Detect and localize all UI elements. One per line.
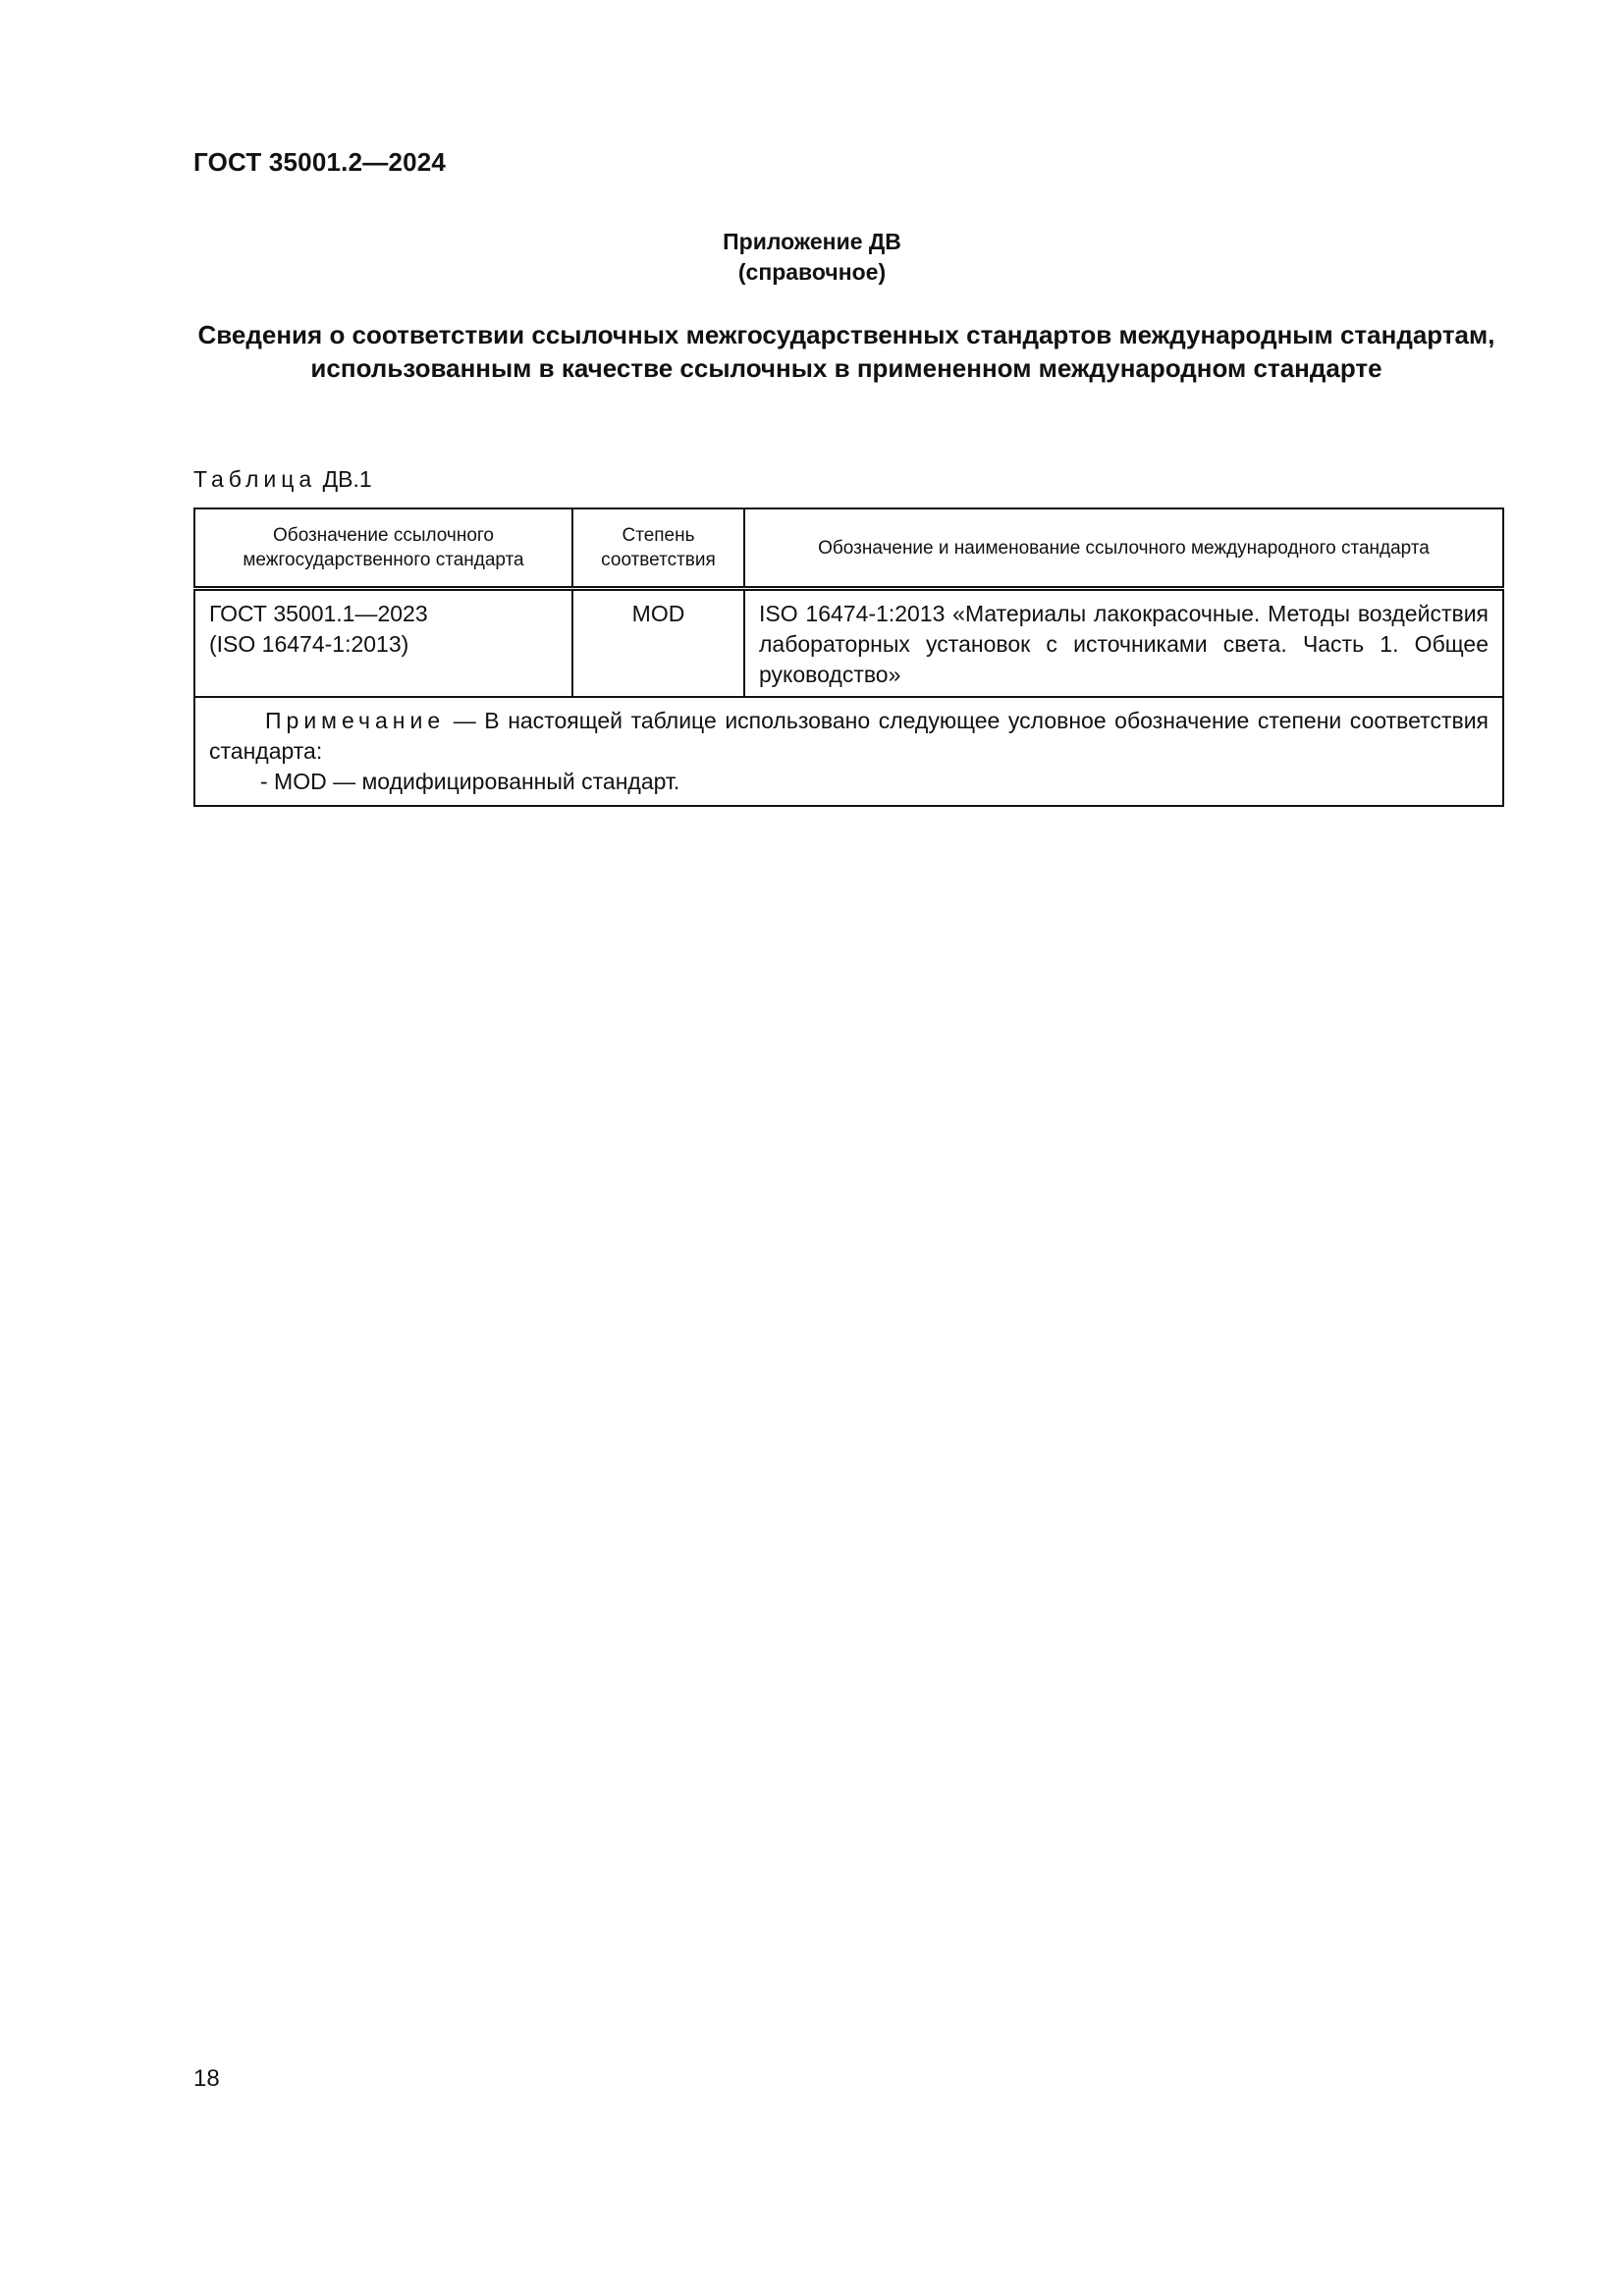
table-header-row xyxy=(194,508,1503,589)
interstate-designation: ГОСТ 35001.1—2023 xyxy=(209,601,428,626)
appendix-heading xyxy=(0,227,1624,288)
cell-interstate-standard xyxy=(194,589,572,698)
table-caption xyxy=(193,466,372,493)
table-caption-number: ДВ.1 xyxy=(322,466,372,492)
cell-international-standard: ISO 16474-1:2013 «Материалы лакокрасочные. Методы воздействия лабораторных установок с источниками света. Часть 1. Общее руководство» xyxy=(744,589,1503,698)
column-header-international: Обозначение и наименование ссылочного международного стандарта xyxy=(744,508,1503,589)
table-note xyxy=(194,697,1503,806)
table-caption-word: Таблица xyxy=(193,466,317,492)
note-lead xyxy=(209,706,1489,767)
note-label: Примечание xyxy=(265,708,446,733)
section-title: Сведения о соответствии ссылочных межгосударственных стандартов международным стандартам, использованным в качестве ссылочных в примененном международном стандарте xyxy=(197,320,1495,383)
column-header-degree: Степень соответствия xyxy=(572,508,744,589)
note-text: — В настоящей таблице использовано следующее условное обозначение степени соответствия стандарта: xyxy=(209,708,1489,764)
table-note-row xyxy=(194,697,1503,806)
appendix-title: Приложение ДВ xyxy=(723,229,901,254)
interstate-iso-equivalent: (ISO 16474-1:2013) xyxy=(209,631,409,657)
table-row xyxy=(194,589,1503,698)
document-code-header: ГОСТ 35001.2—2024 xyxy=(193,147,447,177)
cell-correspondence-degree: MOD xyxy=(572,589,744,698)
column-header-interstate: Обозначение ссылочного межгосударственного стандарта xyxy=(194,508,572,589)
note-item: - MOD — модифицированный стандарт. xyxy=(260,769,680,794)
appendix-type: (справочное) xyxy=(737,259,887,285)
standards-correspondence-table xyxy=(193,507,1504,807)
page-number: 18 xyxy=(193,2065,220,2092)
